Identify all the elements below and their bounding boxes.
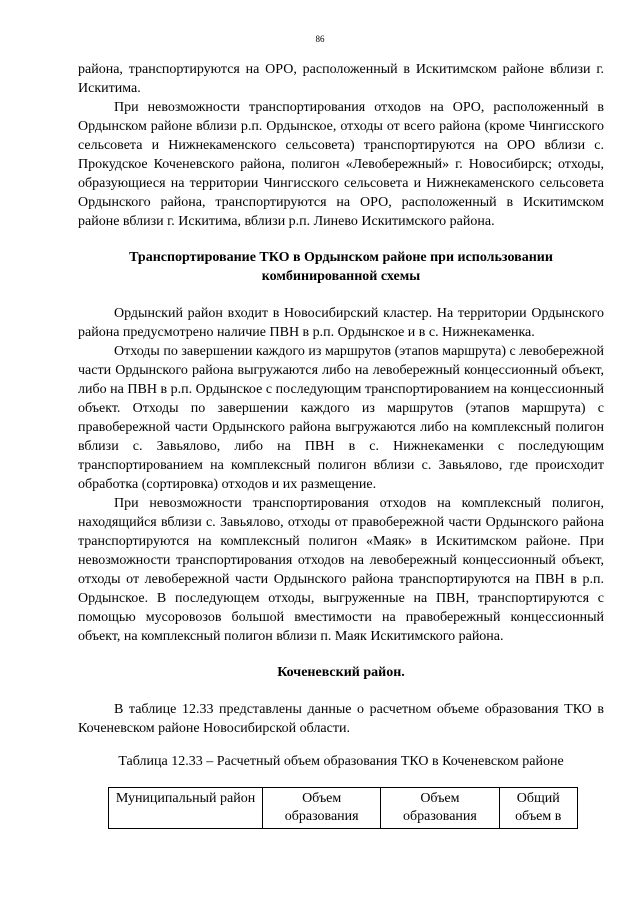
table-header-row [109, 788, 578, 829]
volume-table [108, 787, 578, 829]
intro-paragraph-fallback: При невозможности транспортирования отходов на ОРО, расположенный в Ордынском районе вблизи р.п. Ордынское, отходы от всего района (кроме Чингисского сельсовета и Нижнекаменского сельсовета) транспортируются на ОРО вблизи с. Прокудское Коченевского района, полигон «Левобережный» г. Новосибирск; отходы, образующиеся на территории Чингисского сельсовета и Нижнекаменского сельсовета Ордынского района, транспортируются на ОРО, расположенный в Искитимском районе вблизи г. Искитима, вблизи р.п. Линево Искитимского района. [78, 100, 604, 229]
table-header-municipal-district: Муниципальный район [109, 788, 263, 829]
table-header-total-volume: Общий объем в [499, 788, 577, 829]
section-heading-ordynsky: Транспортирование ТКО в Ордынском районе при использовании комбинированной схемы [129, 250, 553, 284]
kochenevsky-paragraph: В таблице 12.33 представлены данные о расчетном объеме образования ТКО в Коченевском районе Новосибирской области. [78, 702, 604, 736]
ordynsky-paragraph-fallback: При невозможности транспортирования отходов на комплексный полигон, находящийся вблизи с. Завьялово, отходы от правобережной части Ордынского района транспортируются на комплексный полигон «Маяк» в Искитимском районе. При невозможности транспортирования отходов на левобережный концессионный объект, отходы от левобережной части Ордынского района транспортируются на ПВН в р.п. Ордынское. В последующем отходы, выгруженные на ПВН, транспортируются с помощью мусоровозов большой вместимости на правобережный концессионный объект, на комплексный полигон вблизи п. Маяк Искитимского района. [78, 496, 604, 644]
section-heading-kochenevsky: Коченевский район. [277, 665, 405, 680]
ordynsky-paragraph-routes: Отходы по завершении каждого из маршрутов (этапов маршрута) с левобережной части Ордынского района выгружаются либо на левобережный концессионный объект, либо на ПВН в р.п. Ордынское с последующим транспортированием на концессионный объект. Отходы по завершении каждого из маршрутов (этапов маршрута) с правобережной части Ордынского района выгружаются либо на комплексный полигон вблизи с. Завьялово, либо на ПВН в с. Нижнекаменки с последующим транспортированием на комплексный полигон вблизи с. Завьялово, где происходит обработка (сортировка) отходов и их размещение. [78, 344, 604, 492]
table-header-volume-2: Объем образования [381, 788, 499, 829]
page-number: 86 [315, 34, 325, 44]
table-header-volume-1: Объем образования [263, 788, 381, 829]
table-caption: Таблица 12.33 – Расчетный объем образования ТКО в Коченевском районе [118, 754, 564, 769]
intro-paragraph-continuation: района, транспортируются на ОРО, расположенный в Искитимском районе вблизи г. Искитима. [78, 62, 604, 96]
ordynsky-paragraph-cluster: Ордынский район входит в Новосибирский кластер. На территории Ордынского района предусмотрено наличие ПВН в р.п. Ордынское и в с. Нижнекаменка. [78, 306, 604, 340]
page-content [78, 60, 604, 829]
